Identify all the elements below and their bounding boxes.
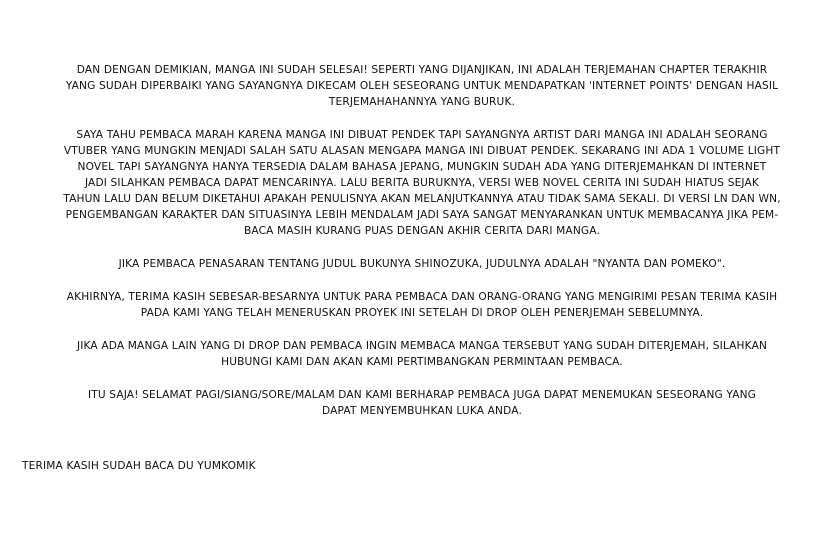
note-line: HUBUNGI KAMI DAN AKAN KAMI PERTIMBANGKAN PERMINTAAN PEMBACA. [221,356,623,368]
note-paragraph-4 [22,289,822,321]
note-paragraph-6 [22,387,822,419]
note-line: TERJEMAHAHANNYA YANG BURUK. [328,96,516,108]
note-line: NOVEL TAPI SAYANGNYA HANYA TERSEDIA DALAM BAHASA JEPANG, MUNGKIN SUDAH ADA YANG DITERJEMAHKAN DI INTERNET [77,161,767,173]
note-line: YANG SUDAH DIPERBAIKI YANG SAYANGNYA DIKECAM OLEH SESEORANG UNTUK MENDAPATKAN 'INTERNET POINTS' DENGAN HASIL [65,80,779,92]
note-line: SAYA TAHU PEMBACA MARAH KARENA MANGA INI DIBUAT PENDEK TAPI SAYANGNYA ARTIST DARI MANGA INI ADALAH SEORANG [76,129,768,141]
note-line: AKHIRNYA, TERIMA KASIH SEBESAR-BESARNYA UNTUK PARA PEMBACA DAN ORANG-ORANG YANG MENGIRIMI PESAN TERIMA KASIH [66,291,778,303]
note-line: JIKA PEMBACA PENASARAN TENTANG JUDUL BUKUNYA SHINOZUKA, JUDULNYA ADALAH "NYANTA DAN POMEKO". [118,258,726,270]
note-paragraph-5 [22,338,822,370]
note-line: VTUBER YANG MUNGKIN MENJADI SALAH SATU ALASAN MENGAPA MANGA INI DIBUAT PENDEK. SEKARANG INI ADA 1 VOLUME LIGHT [63,145,781,157]
note-paragraph-3 [22,256,822,272]
note-line: PADA KAMI YANG TELAH MENERUSKAN PROYEK INI SETELAH DI DROP OLEH PENERJEMAH SEBELUMNYA. [140,307,704,319]
note-line: DAPAT MENYEMBUHKAN LUKA ANDA. [322,405,522,417]
note-paragraph-1 [22,62,822,110]
note-line: JADI SILAHKAN PEMBACA DAPAT MENCARINYA. LALU BERITA BURUKNYA, VERSI WEB NOVEL CERITA INI SUDAH HIATUS SEJAK [84,177,760,189]
note-line: BACA MASIH KURANG PUAS DENGAN AKHIR CERITA DARI MANGA. [244,225,600,237]
note-line: PENGEMBANGAN KARAKTER DAN SITUASINYA LEBIH MENDALAM JADI SAYA SANGAT MENYARANKAN UNTUK MEMBACANYA JIKA PEM- [65,209,779,221]
note-line: TAHUN LALU DAN BELUM DIKETAHUI APAKAH PENULISNYA AKAN MELANJUTKANNYA ATAU TIDAK SAMA SEKALI. DI VERSI LN DAN WN, [63,193,781,205]
note-paragraph-2 [22,127,822,239]
translator-note [22,62,822,436]
note-line: ITU SAJA! SELAMAT PAGI/SIANG/SORE/MALAM DAN KAMI BERHARAP PEMBACA JUGA DAPAT MENEMUKAN SESEORANG YANG [87,389,757,401]
note-line: DAN DENGAN DEMIKIAN, MANGA INI SUDAH SELESAI! SEPERTI YANG DIJANJIKAN, INI ADALAH TERJEMAHAN CHAPTER TERAKHIR [76,64,768,76]
signoff-text: TERIMA KASIH SUDAH BACA DU YUMKOMIK [22,460,256,472]
note-line: JIKA ADA MANGA LAIN YANG DI DROP DAN PEMBACA INGIN MEMBACA MANGA TERSEBUT YANG SUDAH DITERJEMAH, SILAHKAN [76,340,768,352]
